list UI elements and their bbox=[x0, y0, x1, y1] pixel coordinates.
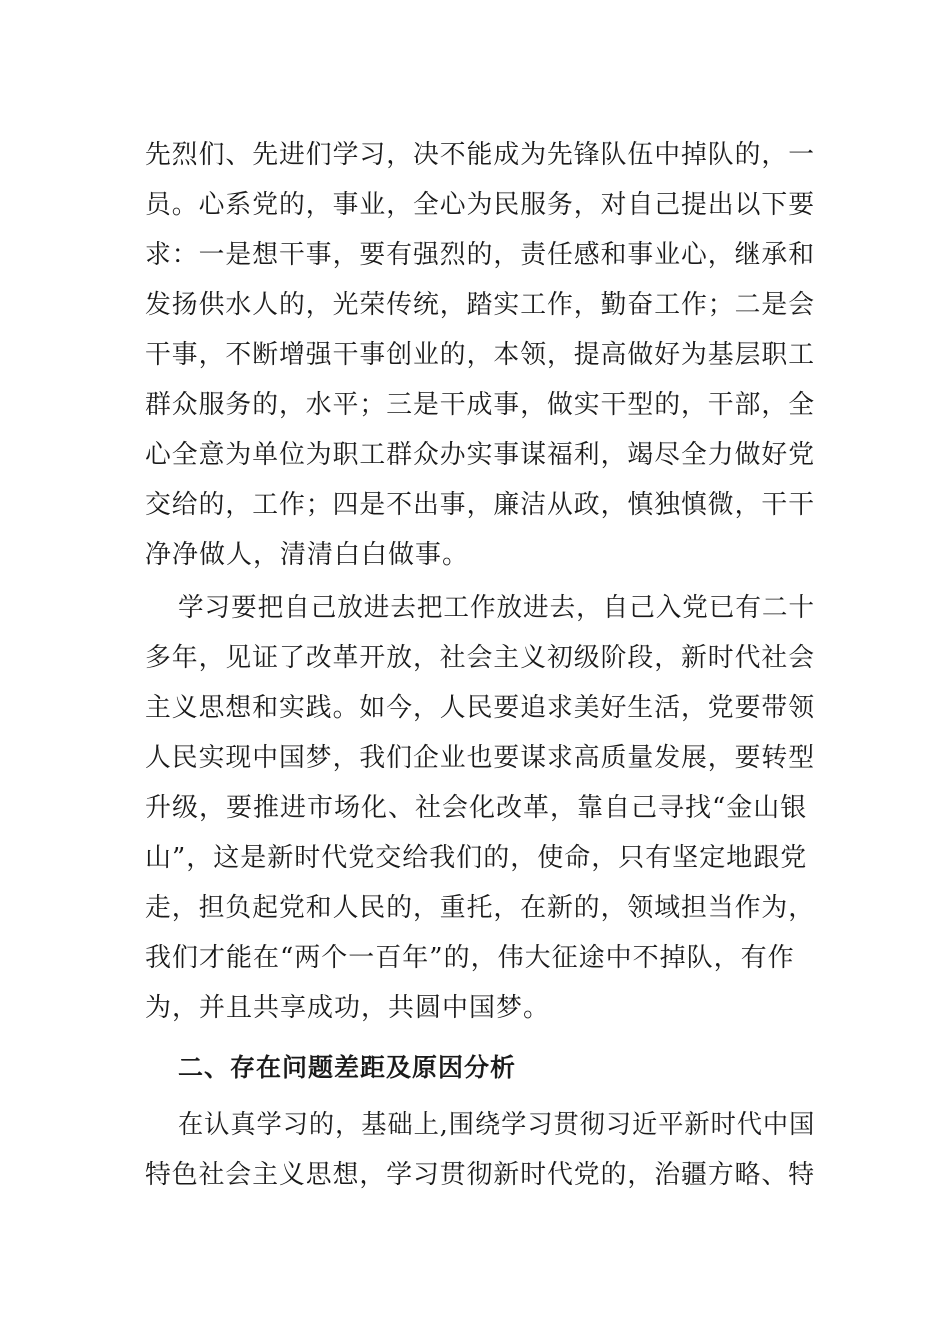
text-line: 求：一是想干事，要有强烈的，责任感和事业心，继承和 bbox=[145, 240, 816, 270]
text-line: 员。心系党的，事业，全心为民服务，对自己提出以下要 bbox=[145, 190, 816, 220]
text-line: 心全意为单位为职工群众办实事谋福利，竭尽全力做好党 bbox=[145, 440, 816, 470]
text-line: 主义思想和实践。如今，人民要追求美好生活，党要带领 bbox=[145, 693, 816, 723]
text-line: 净净做人，清清白白做事。 bbox=[145, 540, 470, 570]
text-line: 山”，这是新时代党交给我们的，使命，只有坚定地跟党 bbox=[145, 843, 808, 873]
text-line: 特色社会主义思想，学习贯彻新时代党的，治疆方略、特 bbox=[145, 1160, 816, 1190]
text-line: 为，并且共享成功，共圆中国梦。 bbox=[145, 993, 551, 1023]
text-line: 我们才能在“两个一百年”的，伟大征途中不掉队，有作 bbox=[145, 943, 795, 973]
text-line: 交给的，工作；四是不出事，廉洁从政，慎独慎微，干干 bbox=[145, 490, 816, 520]
text-line: 多年，见证了改革开放，社会主义初级阶段，新时代社会 bbox=[145, 643, 816, 673]
text-line: 先烈们、先进们学习，决不能成为先锋队伍中掉队的，一 bbox=[145, 140, 816, 170]
text-line: 人民实现中国梦，我们企业也要谋求高质量发展，要转型 bbox=[145, 743, 816, 773]
text-line: 在认真学习的，基础上,围绕学习贯彻习近平新时代中国 bbox=[178, 1110, 816, 1140]
text-line: 学习要把自己放进去把工作放进去，自己入党已有二十 bbox=[178, 593, 815, 623]
text-line: 升级，要推进市场化、社会化改革，靠自己寻找“金山银 bbox=[145, 793, 808, 823]
text-line: 走，担负起党和人民的，重托，在新的，领域担当作为， bbox=[145, 893, 816, 923]
text-line: 发扬供水人的，光荣传统，踏实工作，勤奋工作；二是会 bbox=[145, 290, 816, 320]
text-line: 群众服务的，水平；三是干成事，做实干型的，干部，全 bbox=[145, 390, 816, 420]
section-heading: 二、存在问题差距及原因分析 bbox=[178, 1053, 517, 1082]
text-line: 干事，不断增强干事创业的，本领，提高做好为基层职工 bbox=[145, 340, 816, 370]
